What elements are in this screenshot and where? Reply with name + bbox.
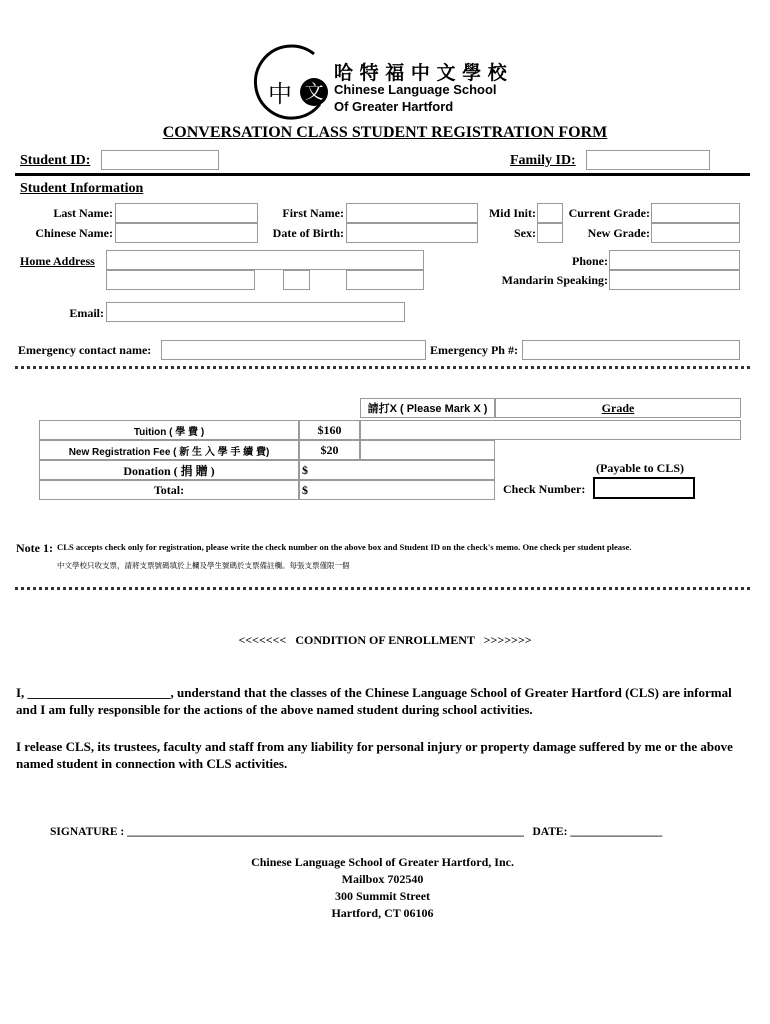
donation-amount-field[interactable]: $ [299, 460, 495, 480]
family-id-field[interactable] [586, 150, 710, 170]
mark-x-header: 請打X ( Please Mark X ) [360, 398, 495, 418]
tuition-amount: $160 [299, 420, 360, 440]
street-address-field[interactable] [106, 250, 424, 270]
current-grade-label: Current Grade: [568, 206, 650, 220]
school-logo [252, 44, 332, 124]
section-divider-dotted [15, 366, 750, 369]
home-address-label: Home Address [20, 254, 95, 268]
enrollment-paragraph-2: I release CLS, its trustees, faculty and staff from any liability for personal injury or property damage suffered by me or the above named student in connection with CLS activities. [16, 739, 733, 771]
email-field[interactable] [106, 302, 405, 322]
footer-line-2: Mailbox 702540 [341, 872, 424, 886]
note-chinese-text: 中文學校只收支票，請將支票號碼填於上欄及學生號碼於支票備註欄。每張支票僅限一個 [57, 561, 350, 570]
check-number-label: Check Number: [503, 482, 586, 496]
new-grade-field[interactable] [651, 223, 740, 243]
payable-note: (Payable to CLS) [596, 461, 684, 475]
email-label: Email: [69, 306, 104, 320]
enrollment-paragraph-1: I, ______________________, understand that the classes of the Chinese Language School of Greater Hartford (CLS) are informal and I am fully responsible for the actions of the above named student during school activities. [16, 685, 732, 717]
note-text: CLS accepts check only for registration, please write the check number on the above box and Student ID on the check's memo. One check per student please. [57, 542, 632, 552]
note-label: Note 1: [16, 541, 53, 555]
phone-field[interactable] [609, 250, 740, 270]
state-field[interactable] [283, 270, 310, 290]
date-of-birth-field[interactable] [346, 223, 478, 243]
mandarin-speaking-field[interactable] [609, 270, 740, 290]
footer-line-3: 300 Summit Street [334, 889, 431, 903]
registration-fee-amount: $20 [299, 440, 360, 460]
last-name-field[interactable] [115, 203, 258, 223]
mid-init-field[interactable] [537, 203, 563, 223]
sex-field[interactable] [537, 223, 563, 243]
tuition-label: Tuition ( 學 費 ) [39, 420, 299, 440]
section-divider-dotted-2 [15, 587, 750, 590]
enrollment-heading: <<<<<<< CONDITION OF ENROLLMENT >>>>>>> [238, 633, 532, 647]
grade-header: Grade [495, 398, 741, 418]
mandarin-speaking-label: Mandarin Speaking: [501, 273, 608, 287]
new-grade-label: New Grade: [587, 226, 650, 240]
total-amount-field[interactable]: $ [299, 480, 495, 500]
form-title: CONVERSATION CLASS STUDENT REGISTRATION FORM [162, 124, 608, 141]
emergency-phone-field[interactable] [522, 340, 740, 360]
chinese-name-label: Chinese Name: [35, 226, 113, 240]
mid-init-label: Mid Init: [488, 206, 536, 220]
registration-mark-box[interactable] [360, 440, 495, 460]
emergency-contact-label: Emergency contact name: [18, 343, 152, 357]
signature-date-line[interactable]: SIGNATURE : _____________________________________________________________________ DATE: ________________ [50, 826, 663, 838]
check-number-field[interactable] [593, 477, 695, 499]
emergency-contact-field[interactable] [161, 340, 426, 360]
tuition-mark-box[interactable] [360, 420, 741, 440]
zip-field[interactable] [346, 270, 424, 290]
phone-label: Phone: [572, 254, 608, 268]
student-id-field[interactable] [101, 150, 219, 170]
current-grade-field[interactable] [651, 203, 740, 223]
logo-chinese-name: 哈 特 福 中 文 學 校 [334, 62, 507, 84]
chinese-name-field[interactable] [115, 223, 258, 243]
total-label: Total: [39, 480, 299, 500]
student-info-heading: Student Information [20, 181, 144, 196]
date-of-birth-label: Date of Birth: [272, 226, 344, 240]
donation-label: Donation ( 捐 贈 ) [39, 460, 299, 480]
first-name-field[interactable] [346, 203, 478, 223]
header-divider [15, 173, 750, 176]
city-field[interactable] [106, 270, 255, 290]
sex-label: Sex: [514, 226, 536, 240]
logo-char-wen: 文 [300, 78, 328, 106]
logo-english-line1: Chinese Language School [334, 82, 497, 97]
logo-char-zhong: 中 [268, 80, 292, 108]
footer-line-1: Chinese Language School of Greater Hartford, Inc. [251, 855, 514, 869]
last-name-label: Last Name: [53, 206, 113, 220]
emergency-phone-label: Emergency Ph #: [430, 343, 518, 357]
footer-line-4: Hartford, CT 06106 [331, 906, 434, 920]
first-name-label: First Name: [282, 206, 344, 220]
family-id-label: Family ID: [510, 153, 576, 168]
registration-fee-label: New Registration Fee ( 新 生 入 學 手 續 費) [39, 440, 299, 460]
student-id-label: Student ID: [20, 153, 91, 168]
logo-english-line2: Of Greater Hartford [334, 99, 454, 114]
